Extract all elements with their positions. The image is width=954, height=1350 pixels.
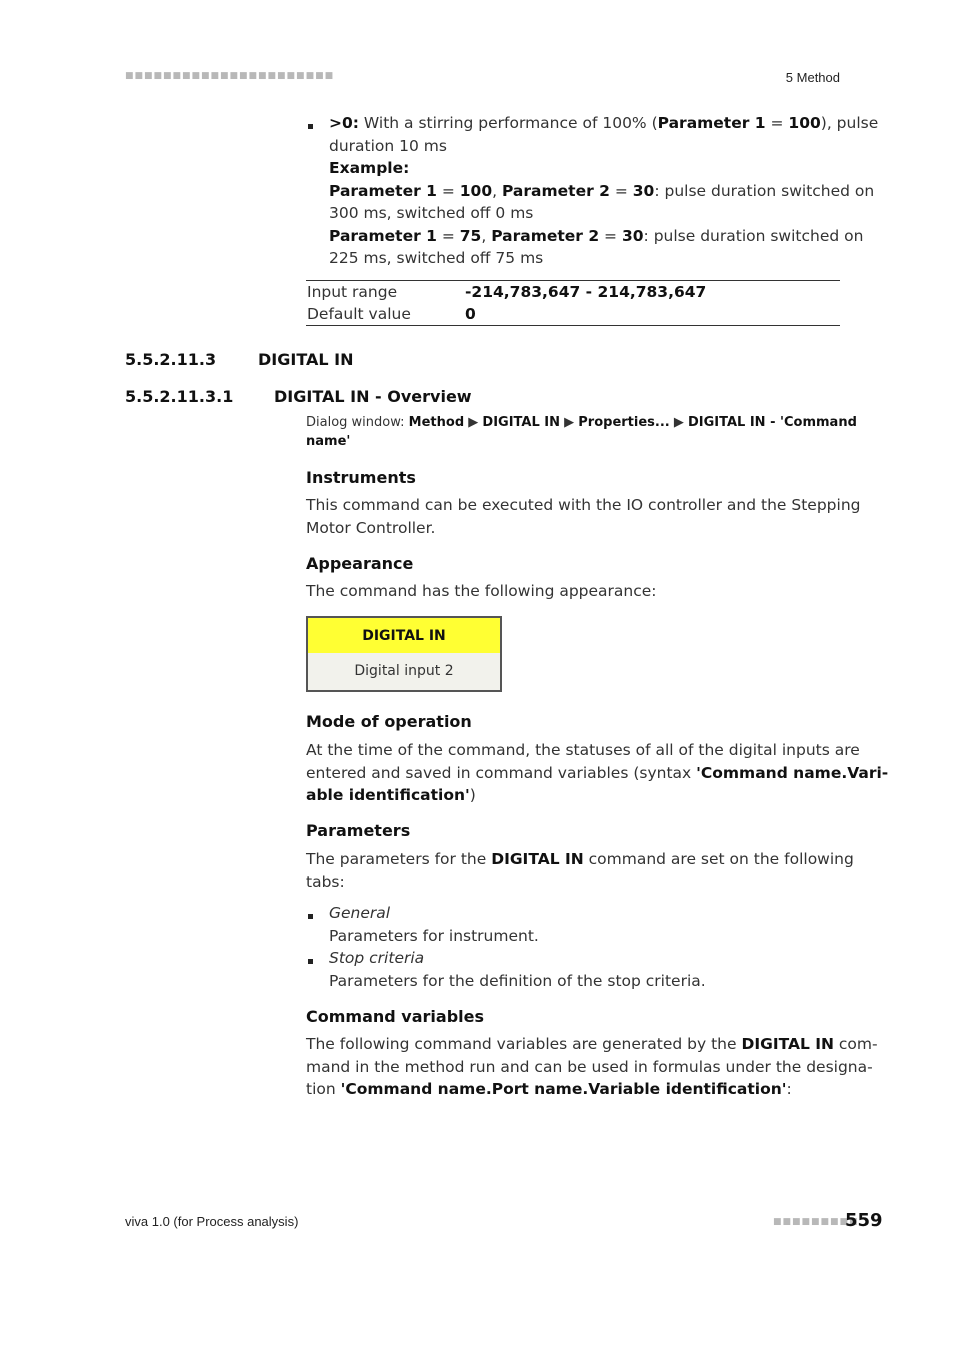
appearance-title: Appearance [306, 554, 414, 573]
table-row [306, 281, 840, 303]
table-key: Default value [307, 305, 411, 323]
bullet-marker [308, 959, 313, 964]
footer-dots: ■■■■■■■■■ [773, 1217, 859, 1227]
appearance-text: The command has the following appearance: [306, 582, 657, 600]
command-box-title: DIGITAL IN [308, 618, 500, 653]
page-number: 559 [845, 1210, 883, 1231]
command-box-label: Digital input 2 [354, 663, 454, 679]
bullet-block: >0: With a stirring performance of 100% (Parameter 1 = 100), pulse duration 10 ms Example: Parameter 1 = 100, Parameter 2 = 30: pulse duration switched on 300 ms, switched off 0 ms Parameter 1 = 75, Parameter 2 = 30: pulse duration switched on 225 ms, switched off 75 ms [329, 114, 879, 267]
heading-number: 5.5.2.11.3 [125, 350, 217, 369]
parameters-title: Parameters [306, 821, 411, 840]
mode-text: At the time of the command, the statuses of all of the digital inputs are entered and saved in command variables (syntax 'Command name.Vari- able identification') [306, 741, 889, 804]
list-item: General Parameters for instrument. [329, 904, 539, 945]
command-vars-title: Command variables [306, 1007, 484, 1026]
table-value: 0 [465, 305, 476, 323]
header-dots: ■■■■■■■■■■■■■■■■■■■■■■ [125, 71, 335, 81]
table-value: -214,783,647 - 214,783,647 [465, 283, 707, 301]
command-vars-text: The following command variables are generated by the DIGITAL IN com- mand in the method run and can be used in formulas under the designa- tion 'Command name.Port name.Variable identification': [306, 1035, 878, 1098]
table-key: Input range [307, 283, 398, 301]
instruments-title: Instruments [306, 468, 416, 487]
bullet-marker [308, 914, 313, 919]
parameters-text: The parameters for the DIGITAL IN command are set on the following tabs: [306, 850, 854, 891]
dialog-path: Dialog window: Method ▶ DIGITAL IN ▶ Properties... ▶ DIGITAL IN - 'Command name' [306, 415, 857, 449]
header-section: 5 Method [785, 70, 840, 85]
subheading-title: DIGITAL IN - Overview [274, 387, 472, 406]
table-row [306, 303, 840, 325]
command-appearance-box [306, 616, 502, 692]
instruments-text: This command can be executed with the IO controller and the Stepping Motor Controller. [306, 496, 861, 537]
parameter-table [306, 280, 840, 326]
bullet-marker [308, 124, 313, 129]
footer-product: viva 1.0 (for Process analysis) [125, 1214, 299, 1229]
mode-title: Mode of operation [306, 712, 472, 731]
subheading-number: 5.5.2.11.3.1 [125, 387, 234, 406]
heading-title: DIGITAL IN [258, 350, 354, 369]
list-item: Stop criteria Parameters for the definition of the stop criteria. [329, 949, 706, 990]
